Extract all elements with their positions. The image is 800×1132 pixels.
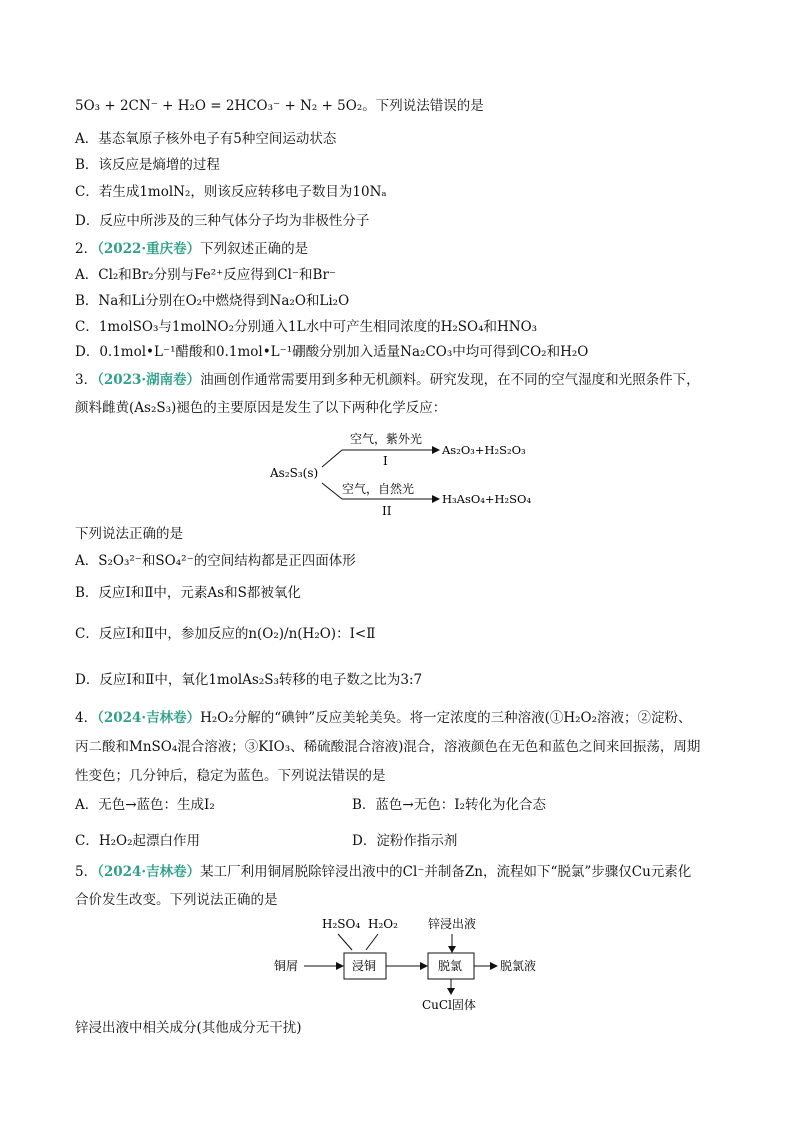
q3-source: （2023·湖南卷） (97, 372, 201, 388)
q3-upper-label: I (383, 454, 388, 468)
q5-arrowhead-box1 (336, 962, 344, 970)
q5-source: （2024·吉林卷） (97, 864, 201, 880)
q4-option-c: C．H₂O₂起漂白作用 (75, 833, 200, 849)
q4-stem-line2: 丙二酸和MnSO₄混合溶液；③KIO₃、稀硫酸混合溶液)混合，溶液颜色在无色和蓝色之间来回振荡，周期 (75, 739, 701, 755)
q3-upper-product: As₂O₃+H₂S₂O₃ (442, 443, 526, 457)
q2-option-b: B．Na和Li分别在O₂中燃烧得到Na₂O和Li₂O (75, 293, 350, 309)
q3-stem-line1: 3．（2023·湖南卷）油画创作通常需要用到多种无机颜料。研究发现，在不同的空气湿度和光照条件下， (75, 372, 700, 388)
q3-stem-line2: 颜料雌黄(As₂S₃)褪色的主要原因是发生了以下两种化学反应： (75, 400, 447, 416)
q5-input-h2o2: H₂O₂ (368, 917, 398, 931)
q3-lower-arrowhead (432, 495, 440, 503)
q3-question: 下列说法正确的是 (75, 526, 183, 542)
q5-stem-line2: 合价发生改变。下列说法正确的是 (75, 892, 278, 908)
q5-table-caption: 锌浸出液中相关成分(其他成分无干扰) (75, 1020, 302, 1036)
q3-option-b: B．反应Ⅰ和Ⅱ中，元素As和S都被氧化 (75, 585, 301, 601)
q3-upper-arrowhead (432, 446, 440, 454)
q5-arrowhead-zinc-leachate (448, 946, 456, 953)
q3-reactant: As₂S₃(s) (270, 466, 319, 480)
q4-source: （2024·吉林卷） (97, 710, 201, 726)
q5-output-dechlorinated-liquid: 脱氯液 (500, 959, 537, 973)
q1-option-b: B．该反应是熵增的过程 (75, 157, 220, 173)
q1-option-c: C．若生成1molN₂，则该反应转移电子数目为10Nₐ (75, 184, 387, 200)
q4-stem-line3: 性变色；几分钟后，稳定为蓝色。下列说法错误的是 (75, 768, 386, 784)
q5-arrowhead-box2 (420, 962, 428, 970)
q1-option-d: D．反应中所涉及的三种气体分子均为非极性分子 (75, 213, 370, 229)
q5-start-copper-scrap: 铜屑 (274, 959, 299, 973)
q3-upper-condition: 空气，紫外光 (350, 432, 423, 446)
q1-option-a: A．基态氧原子核外电子有5种空间运动状态 (75, 131, 337, 147)
q5-input-h2so4: H₂SO₄ (322, 917, 361, 931)
q4-stem-line1: 4．（2024·吉林卷）H₂O₂分解的“碘钟”反应美轮美奂。将一定浓度的三种溶液(①H₂O₂溶液；②淀粉、 (75, 710, 692, 726)
q3-lower-product: H₃AsO₄+H₂SO₄ (442, 492, 532, 506)
q5-box-copper-leach-label: 浸铜 (352, 959, 377, 973)
q5-arrowhead-output (490, 962, 498, 970)
q2-option-a: A．Cl₂和Br₂分别与Fe²⁺反应得到Cl⁻和Br⁻ (75, 267, 337, 283)
q3-upper-branch (322, 450, 342, 467)
q5-solid-cucl: CuCl固体 (422, 998, 476, 1012)
q5-flow-diagram (270, 912, 550, 1012)
q3-option-c: C．反应Ⅰ和Ⅱ中，参加反应的n(O₂)/n(H₂O)：Ⅰ<Ⅱ (75, 626, 376, 642)
q4-option-b: B．蓝色→无色：I₂转化为化合态 (352, 797, 546, 813)
q3-option-d: D．反应Ⅰ和Ⅱ中，氧化1molAs₂S₃转移的电子数之比为3:7 (75, 672, 423, 688)
q3-lower-condition: 空气，自然光 (342, 482, 415, 496)
q5-arrowhead-solid (447, 988, 455, 995)
q2-option-d: D．0.1mol•L⁻¹醋酸和0.1mol•L⁻¹硼酸分别加入适量Na₂CO₃中均可得到CO₂和H₂O (75, 344, 589, 360)
q1-stem: 5O₃ + 2CN⁻ + H₂O = 2HCO₃⁻ + N₂ + 5O₂。下列说法错误的是 (75, 98, 484, 114)
q4-option-a: A．无色→蓝色：生成I₂ (75, 797, 215, 813)
q2-source: （2022·重庆卷） (97, 241, 201, 257)
q1-equation: 5O₃ + 2CN⁻ + H₂O = 2HCO₃⁻ + N₂ + 5O₂ (75, 98, 363, 114)
q3-reaction-diagram (260, 425, 550, 520)
q5-arrow-h2so4 (338, 934, 352, 950)
q5-input-zinc-leachate: 锌浸出液 (428, 917, 477, 931)
q3-lower-branch (322, 483, 342, 499)
q2-option-c: C．1molSO₃与1molNO₂分别通入1L水中可产生相同浓度的H₂SO₄和HNO₃ (75, 319, 538, 335)
q5-box-dechlorination-label: 脱氯 (438, 959, 463, 973)
q3-lower-label: II (382, 504, 392, 518)
q3-option-a: A．S₂O₃²⁻和SO₄²⁻的空间结构都是正四面体形 (75, 553, 356, 569)
q5-arrow-h2o2 (366, 934, 378, 950)
q4-option-d: D．淀粉作指示剂 (352, 833, 458, 849)
q2-stem: 2．（2022·重庆卷）下列叙述正确的是 (75, 241, 309, 257)
q5-stem-line1: 5．（2024·吉林卷）某工厂利用铜屑脱除锌浸出液中的Cl⁻并制备Zn，流程如下“脱氯”步骤仅Cu元素化 (75, 864, 692, 880)
